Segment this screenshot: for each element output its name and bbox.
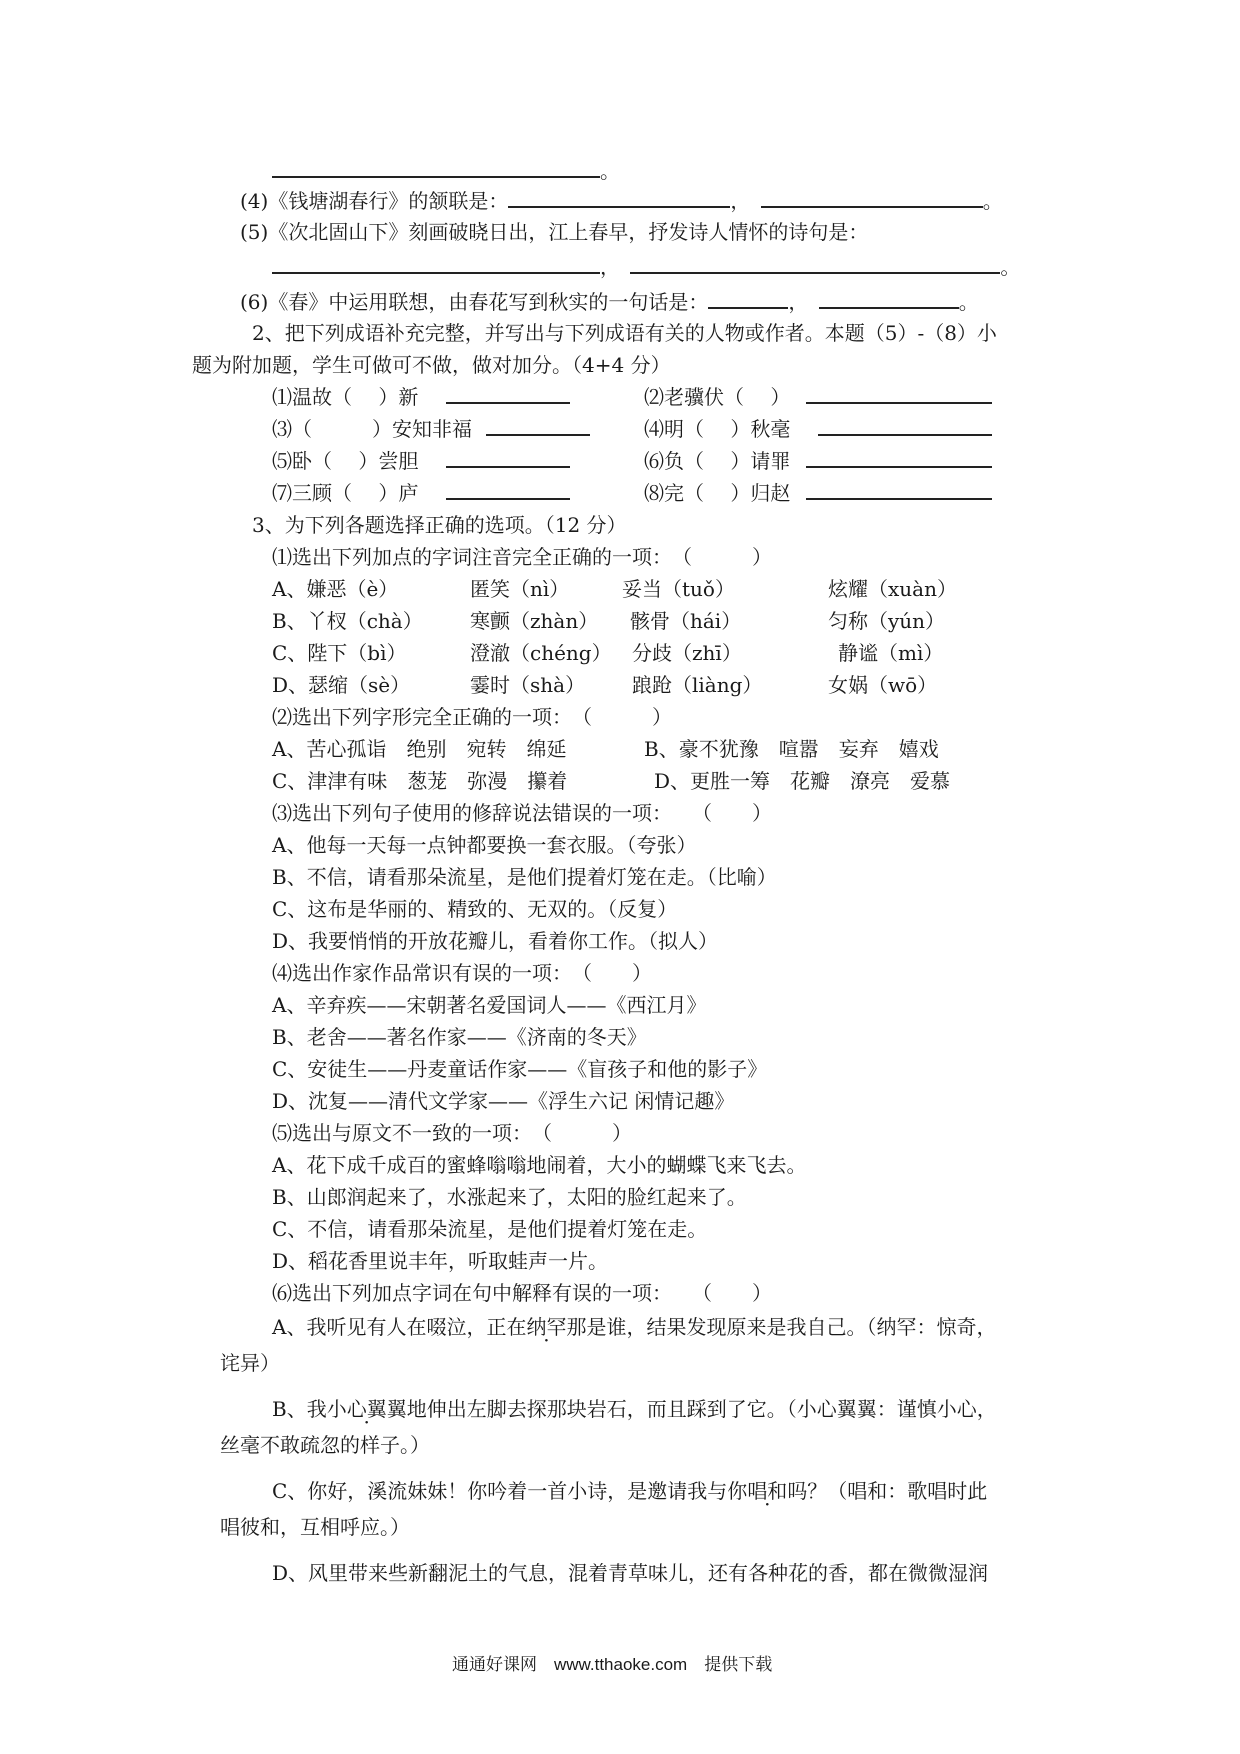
idiom-item: ⑶（ ）安知非福	[272, 417, 472, 441]
blank[interactable]	[819, 289, 959, 309]
blank[interactable]	[761, 188, 983, 208]
section-2-intro-2: 题为附加题，学生可做可不做，做对加分。（4+4 分）	[192, 353, 671, 377]
option-cell: 寒颤（zhàn）	[470, 609, 599, 633]
blank[interactable]	[508, 188, 730, 208]
question-1-5-answer: ， 。	[272, 254, 1020, 280]
idiom-item: ⑴温故（ ）新	[272, 385, 419, 409]
option-line: A、花下成千成百的蜜蜂嗡嗡地闹着，大小的蝴蝶飞来飞去。	[272, 1153, 807, 1177]
blank[interactable]	[272, 254, 600, 274]
option-line: D、更胜一筹 花瓣 潦亮 爱慕	[654, 769, 951, 793]
question-1-4: (4)《钱塘湖春行》的颔联是： ， 。	[240, 189, 1003, 213]
option-line: B、不信，请看那朵流星，是他们提着灯笼在走。（比喻）	[272, 865, 777, 889]
option-line: B、豪不犹豫 喧嚣 妄弃 嬉戏	[644, 737, 939, 761]
option-line: A、他每一天每一点钟都要换一套衣服。（夸张）	[272, 833, 697, 857]
option-line: D、风里带来些新翻泥土的气息，混着青草味儿，还有各种花的香，都在微微湿润	[272, 1561, 989, 1585]
option-line-cont: 唱彼和，互相呼应。）	[220, 1515, 410, 1539]
option-line: D、稻花香里说丰年，听取蛙声一片。	[272, 1249, 609, 1273]
blank[interactable]	[272, 158, 600, 178]
option-line: D、沈复——清代文学家——《浮生六记 闲情记趣》	[272, 1089, 735, 1113]
option-cell: 澄澈（chéng）	[470, 641, 612, 665]
dotted-word: 唱和	[747, 1479, 788, 1503]
blank[interactable]	[806, 384, 992, 404]
option-line-cont: 诧异）	[220, 1351, 280, 1375]
blank[interactable]	[446, 448, 570, 468]
option-cell: 女娲（wō）	[828, 673, 938, 697]
option-line: C、安徒生——丹麦童话作家——《盲孩子和他的影子》	[272, 1057, 768, 1081]
option-line: D、我要悄悄的开放花瓣儿，看着你工作。（拟人）	[272, 929, 719, 953]
blank[interactable]	[806, 480, 992, 500]
option-cell: 炫耀（xuàn）	[828, 577, 957, 601]
question-3-6: ⑹选出下列加点字词在句中解释有误的一项： （ ）	[272, 1281, 772, 1305]
option-line: C、不信，请看那朵流星，是他们提着灯笼在走。	[272, 1217, 708, 1241]
option-line: C、这布是华丽的、精致的、无双的。（反复）	[272, 897, 678, 921]
option-cell: 分歧（zhī）	[632, 641, 742, 665]
section-3-title: 3、为下列各题选择正确的选项。（12 分）	[252, 513, 627, 537]
question-3-1: ⑴选出下列加点的字词注音完全正确的一项： （ ）	[272, 545, 772, 569]
option-cell: C、陛下（bì）	[272, 641, 407, 665]
option-line: B、我小心翼翼地伸出左脚去探那块岩石，而且踩到了它。（小心翼翼：谨慎小心，	[272, 1397, 997, 1421]
question-1-5: (5)《次北固山下》刻画破晓日出，江上春早，抒发诗人情怀的诗句是：	[240, 220, 869, 244]
option-line: C、你好，溪流妹妹！你吟着一首小诗，是邀请我与你唱和吗？（唱和：歌唱时此	[272, 1479, 988, 1503]
question-3-3: ⑶选出下列句子使用的修辞说法错误的一项： （ ）	[272, 801, 772, 825]
option-cell: 骸骨（hái）	[630, 609, 742, 633]
option-cell: 妥当（tuǒ）	[622, 577, 735, 601]
option-cell: 匀称（yún）	[828, 609, 946, 633]
question-1-6: (6)《春》中运用联想，由春花写到秋实的一句话是： ， 。	[240, 290, 979, 314]
option-cell: B、丫杈（chà）	[272, 609, 423, 633]
blank[interactable]	[446, 384, 570, 404]
section-2-intro: 2、把下列成语补充完整，并写出与下列成语有关的人物或作者。本题（5）-（8）小	[252, 321, 997, 345]
option-line-cont: 丝毫不敢疏忽的样子。）	[220, 1433, 430, 1457]
blank[interactable]	[446, 480, 570, 500]
idiom-item: ⑹负（ ）请罪	[644, 449, 791, 473]
option-cell: 静谧（mì）	[838, 641, 944, 665]
idiom-item: ⑵老骥伏（ ）	[644, 385, 791, 409]
option-cell: D、瑟缩（sè）	[272, 673, 411, 697]
answer-line-0: 。	[272, 158, 620, 184]
question-3-4: ⑷选出作家作品常识有误的一项： （ ）	[272, 961, 652, 985]
option-cell: A、嫌恶（è）	[272, 577, 399, 601]
option-cell: 霎时（shà）	[470, 673, 586, 697]
blank[interactable]	[806, 448, 992, 468]
option-line: A、我听见有人在啜泣，正在纳罕那是谁，结果发现原来是我自己。（纳罕：惊奇，	[272, 1315, 997, 1339]
blank[interactable]	[486, 416, 590, 436]
option-line: B、山郎润起来了，水涨起来了，太阳的脸红起来了。	[272, 1185, 747, 1209]
idiom-item: ⑷明（ ）秋毫	[644, 417, 791, 441]
dotted-word: 纳罕	[526, 1315, 567, 1339]
question-3-2: ⑵选出下列字形完全正确的一项： （ ）	[272, 705, 672, 729]
blank[interactable]	[708, 289, 788, 309]
question-3-5: ⑸选出与原文不一致的一项： （ ）	[272, 1121, 632, 1145]
blank[interactable]	[818, 416, 992, 436]
option-line: A、苦心孤诣 绝别 宛转 绵延	[272, 737, 567, 761]
option-line: A、辛弃疾——宋朝著名爱国词人——《西江月》	[272, 993, 707, 1017]
page-footer: 通通好课网 www.tthaoke.com 提供下载	[452, 1655, 773, 1674]
dotted-word: 小心翼翼	[326, 1397, 407, 1421]
idiom-item: ⑻完（ ）归赵	[644, 481, 791, 505]
option-cell: 踉跄（liàng）	[632, 673, 763, 697]
option-line: C、津津有味 葱茏 弥漫 攥着	[272, 769, 568, 793]
idiom-item: ⑸卧（ ）尝胆	[272, 449, 419, 473]
option-cell: 匿笑（nì）	[470, 577, 570, 601]
idiom-item: ⑺三顾（ ）庐	[272, 481, 419, 505]
option-line: B、老舍——著名作家——《济南的冬天》	[272, 1025, 647, 1049]
blank[interactable]	[630, 254, 1000, 274]
